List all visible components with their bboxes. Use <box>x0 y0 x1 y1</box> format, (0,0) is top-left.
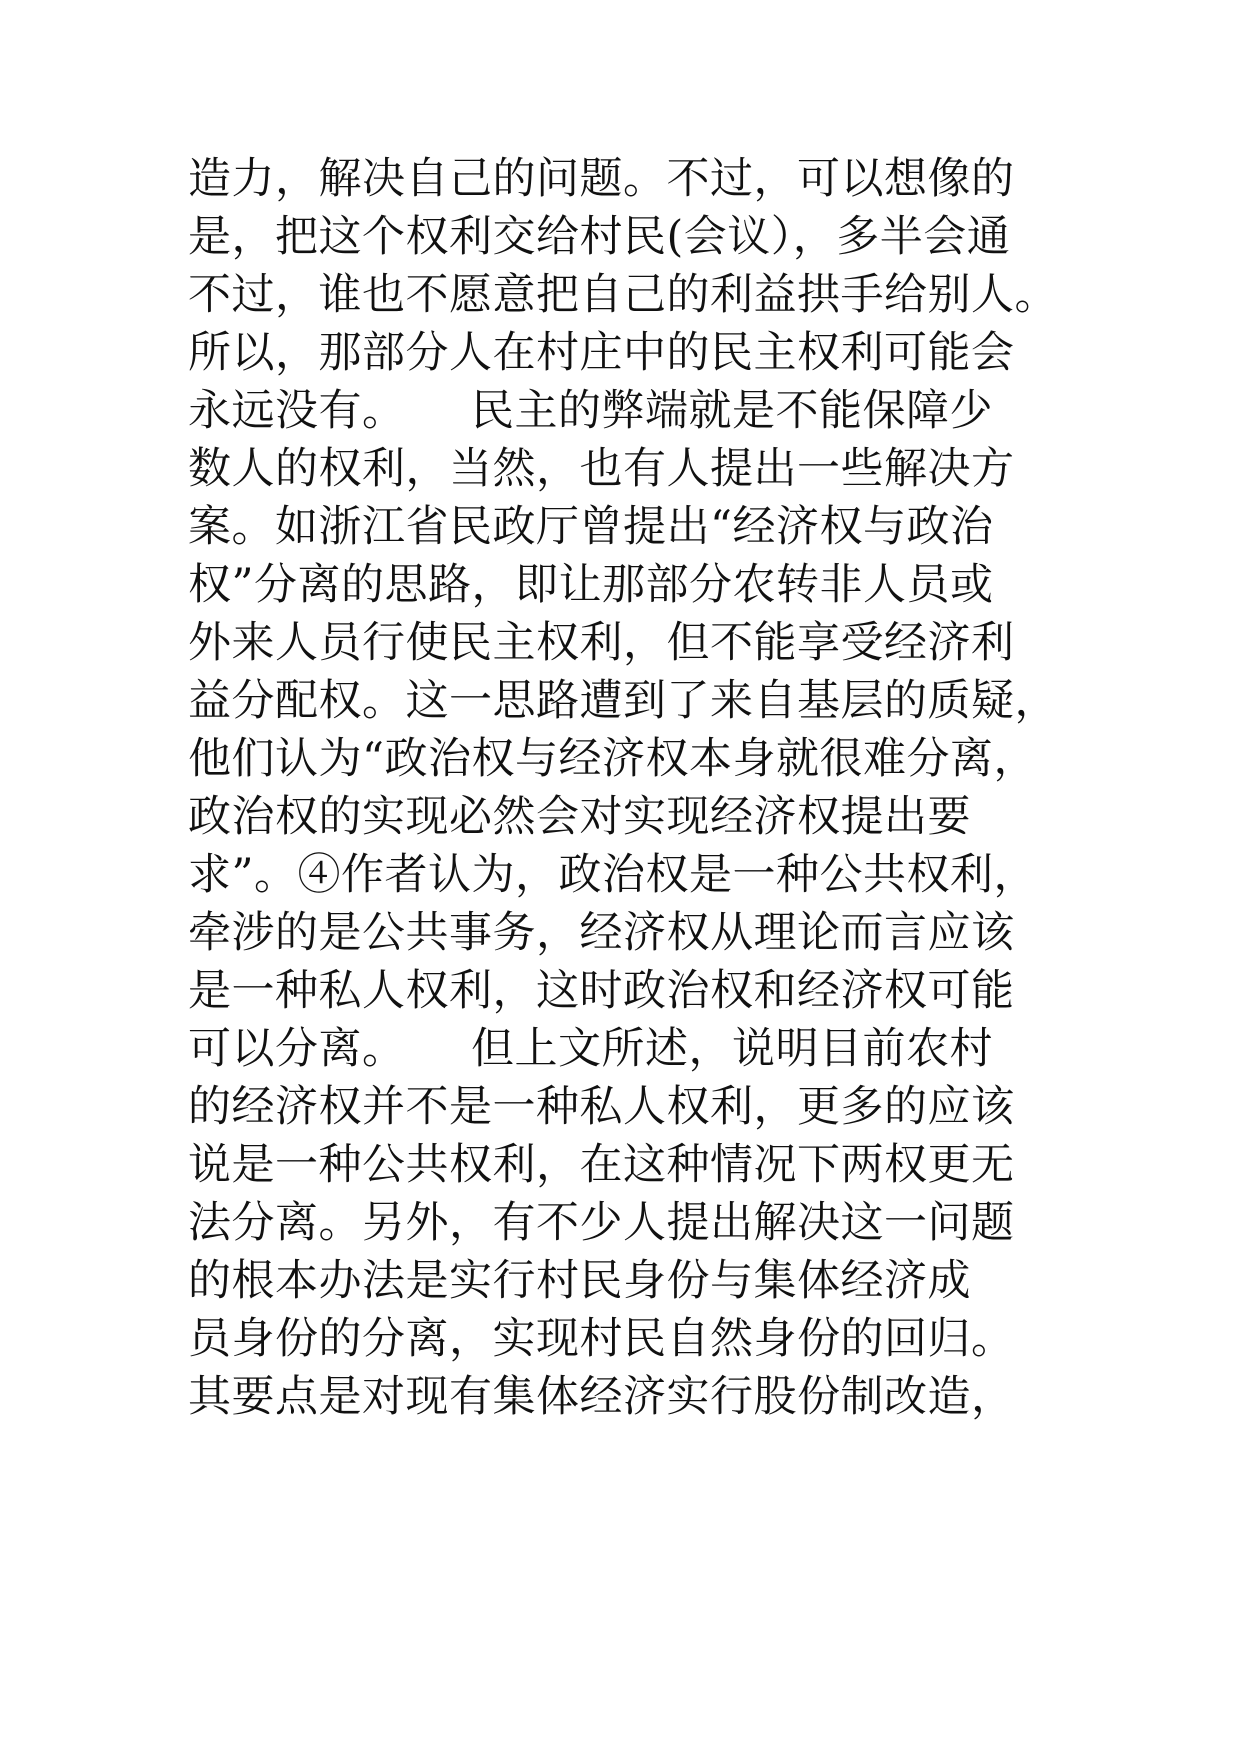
text-line: 的经济权并不是一种私人权利，更多的应该 <box>188 1082 1015 1132</box>
text-line: 权”分离的思路，即让那部分农转非人员或 <box>188 560 994 610</box>
text-line: 说是一种公共权利，在这种情况下两权更无 <box>188 1140 1015 1190</box>
text-line: 牵涉的是公共事务，经济权从理论而言应该 <box>188 908 1015 958</box>
text-line: 案。如浙江省民政厅曾提出“经济权与政治 <box>188 502 994 552</box>
text-line: 他们认为“政治权与经济权本身就很难分离， <box>188 734 1037 784</box>
body-text <box>188 150 1108 1426</box>
text-line: 法分离。另外，有不少人提出解决这一问题 <box>188 1198 1015 1248</box>
text-line: 政治权的实现必然会对实现经济权提出要 <box>188 792 971 842</box>
text-line: 求”。④作者认为，政治权是一种公共权利， <box>188 850 1037 900</box>
text-line: 是一种私人权利，这时政治权和经济权可能 <box>188 966 1015 1016</box>
text-line: 数人的权利，当然，也有人提出一些解决方 <box>188 444 1015 494</box>
text-line: 可以分离。 但上文所述，说明目前农村 <box>188 1024 993 1074</box>
text-line: 外来人员行使民主权利，但不能享受经济利 <box>188 618 1015 668</box>
text-line: 所以，那部分人在村庄中的民主权利可能会 <box>188 328 1015 378</box>
text-line: 造力，解决自己的问题。不过，可以想像的 <box>188 154 1015 204</box>
text-line: 其要点是对现有集体经济实行股份制改造， <box>188 1372 1015 1422</box>
text-line: 永远没有。 民主的弊端就是不能保障少 <box>188 386 993 436</box>
text-line: 不过，谁也不愿意把自己的利益拱手给别人。 <box>188 270 1058 320</box>
text-line: 是，把这个权利交给村民(会议），多半会通 <box>188 212 1011 262</box>
text-line: 员身份的分离，实现村民自然身份的回归。 <box>188 1314 1015 1364</box>
text-line: 益分配权。这一思路遭到了来自基层的质疑， <box>188 676 1058 726</box>
text-line: 的根本办法是实行村民身份与集体经济成 <box>188 1256 971 1306</box>
